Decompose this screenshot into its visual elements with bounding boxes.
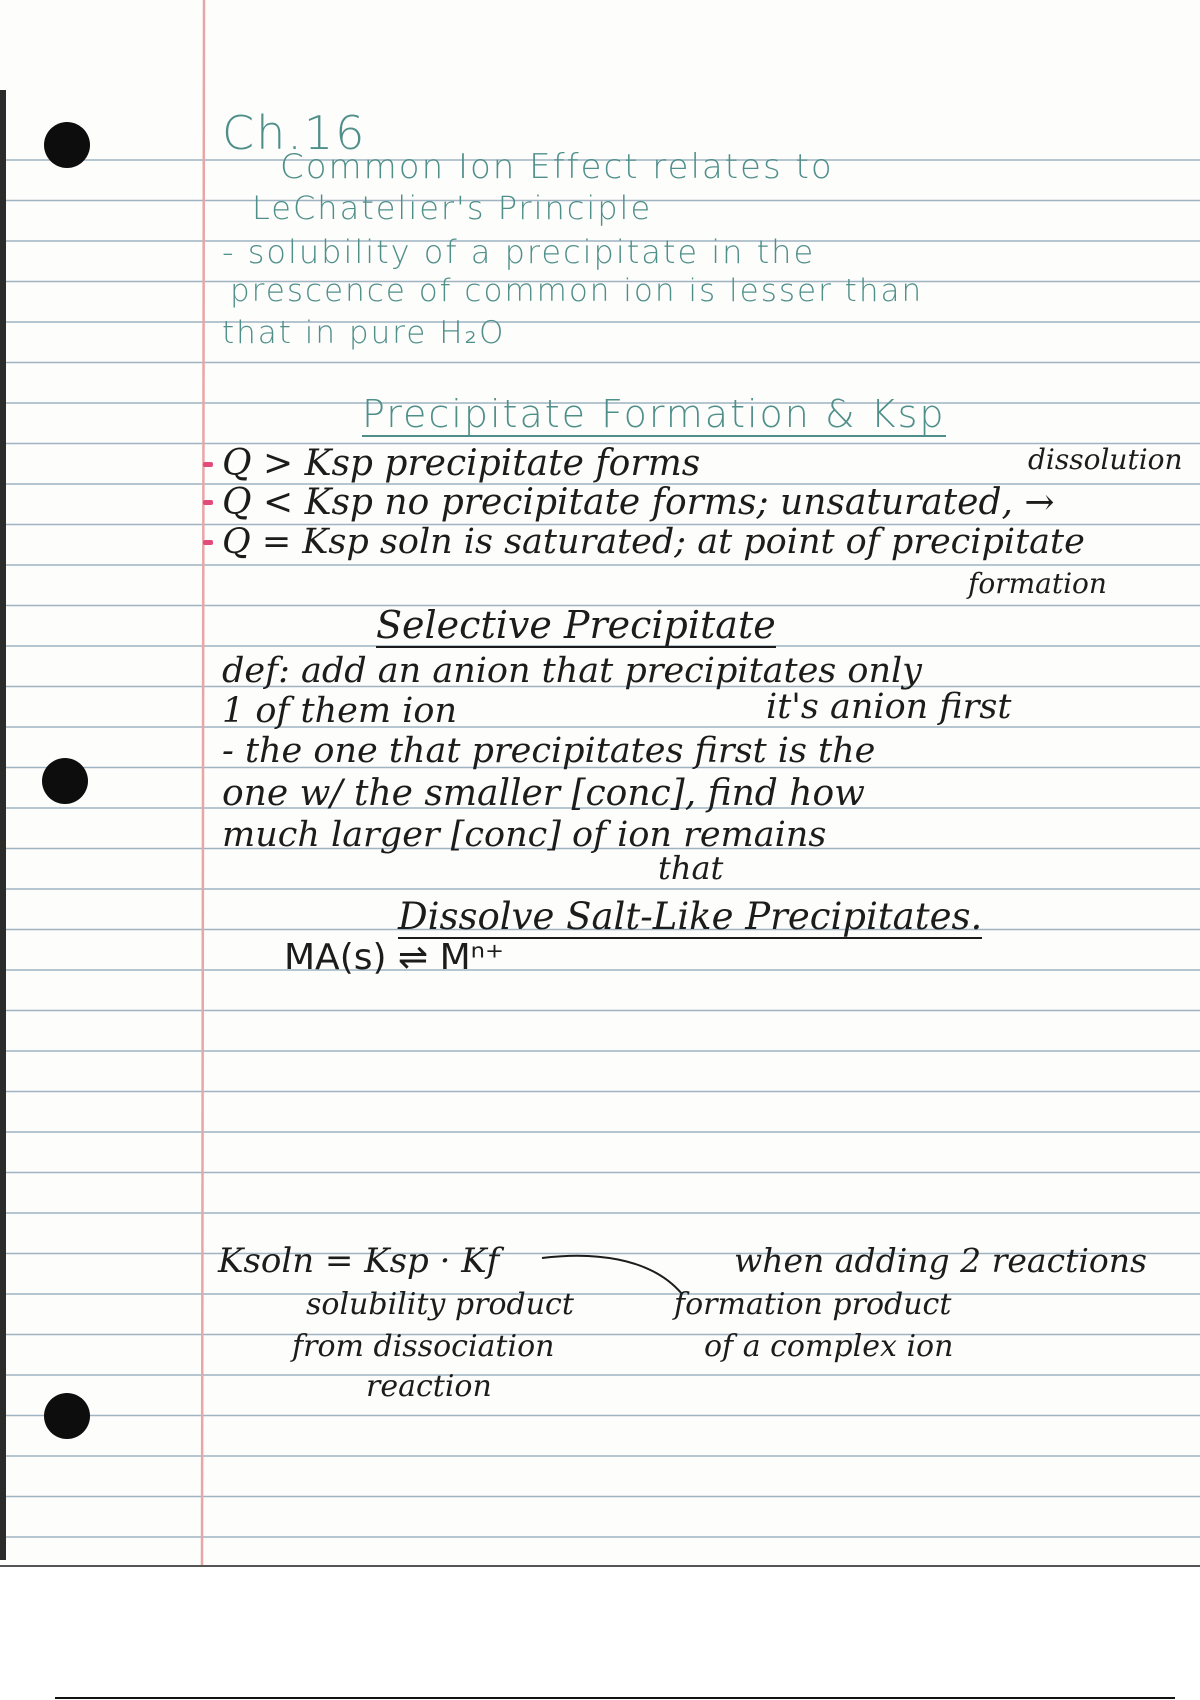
highlight-mark-1: [203, 462, 213, 467]
binder-hole-top: [44, 122, 90, 168]
common-ion-line-1: Common Ion Effect relates to: [280, 147, 834, 187]
ksp-description-1: solubility product: [306, 1287, 574, 1322]
binder-hole-bottom: [44, 1393, 90, 1439]
selective-def-that: that: [658, 849, 724, 887]
common-ion-line-2: LeChatelier's Principle: [252, 189, 653, 227]
scan-bottom-line: [55, 1697, 1175, 1699]
adding-reactions-note: when adding 2 reactions: [734, 1241, 1147, 1280]
selective-def-line-4: one w/ the smaller [conc], find how: [222, 773, 865, 814]
common-ion-line-3: - solubility of a precipitate in the: [222, 233, 816, 271]
binder-hole-middle: [42, 758, 88, 804]
highlight-mark-3: [203, 540, 213, 545]
common-ion-line-5: that in pure H₂O: [222, 315, 506, 351]
selective-precipitate-heading: Selective Precipitate: [376, 603, 776, 647]
highlight-mark-2: [203, 500, 213, 505]
ksoln-equation: Ksoln = Ksp · Kf: [218, 1241, 500, 1281]
selective-def-line-2a: 1 of them ion: [222, 691, 457, 731]
common-ion-line-4: prescence of common ion is lesser than: [230, 273, 924, 309]
formation-continuation: formation: [968, 567, 1107, 600]
precipitate-formation-heading: Precipitate Formation & Ksp: [362, 392, 946, 436]
q-greater-ksp-row: Q > Ksp precipitate forms: [222, 443, 701, 484]
ksp-description-2: from dissociation: [292, 1329, 555, 1364]
page-edge-shadow: [0, 90, 6, 1560]
selective-def-line-2b: it's anion first: [766, 687, 1012, 727]
dissolution-note: dissolution: [1028, 443, 1183, 476]
kf-description-2: of a complex ion: [704, 1329, 954, 1364]
margin-line: [202, 0, 204, 1565]
dissolve-heading: Dissolve Salt-Like Precipitates.: [398, 895, 983, 938]
chapter-heading: Ch.16: [222, 106, 367, 160]
q-equal-ksp-row: Q = Ksp soln is saturated; at point of precipitate: [222, 522, 1085, 562]
dissolution-equation: MA(s) ⇌ Mⁿ⁺: [284, 937, 504, 978]
selective-def-line-5: much larger [conc] of ion remains: [222, 815, 827, 855]
q-less-ksp-row: Q < Ksp no precipitate forms; unsaturated, →: [222, 482, 1055, 523]
selective-def-line-3: - the one that precipitates first is the: [222, 731, 876, 771]
kf-description-1: formation product: [674, 1287, 952, 1322]
ksp-description-3: reaction: [366, 1369, 492, 1404]
selective-def-line-1: def: add an anion that precipitates only: [222, 651, 922, 691]
